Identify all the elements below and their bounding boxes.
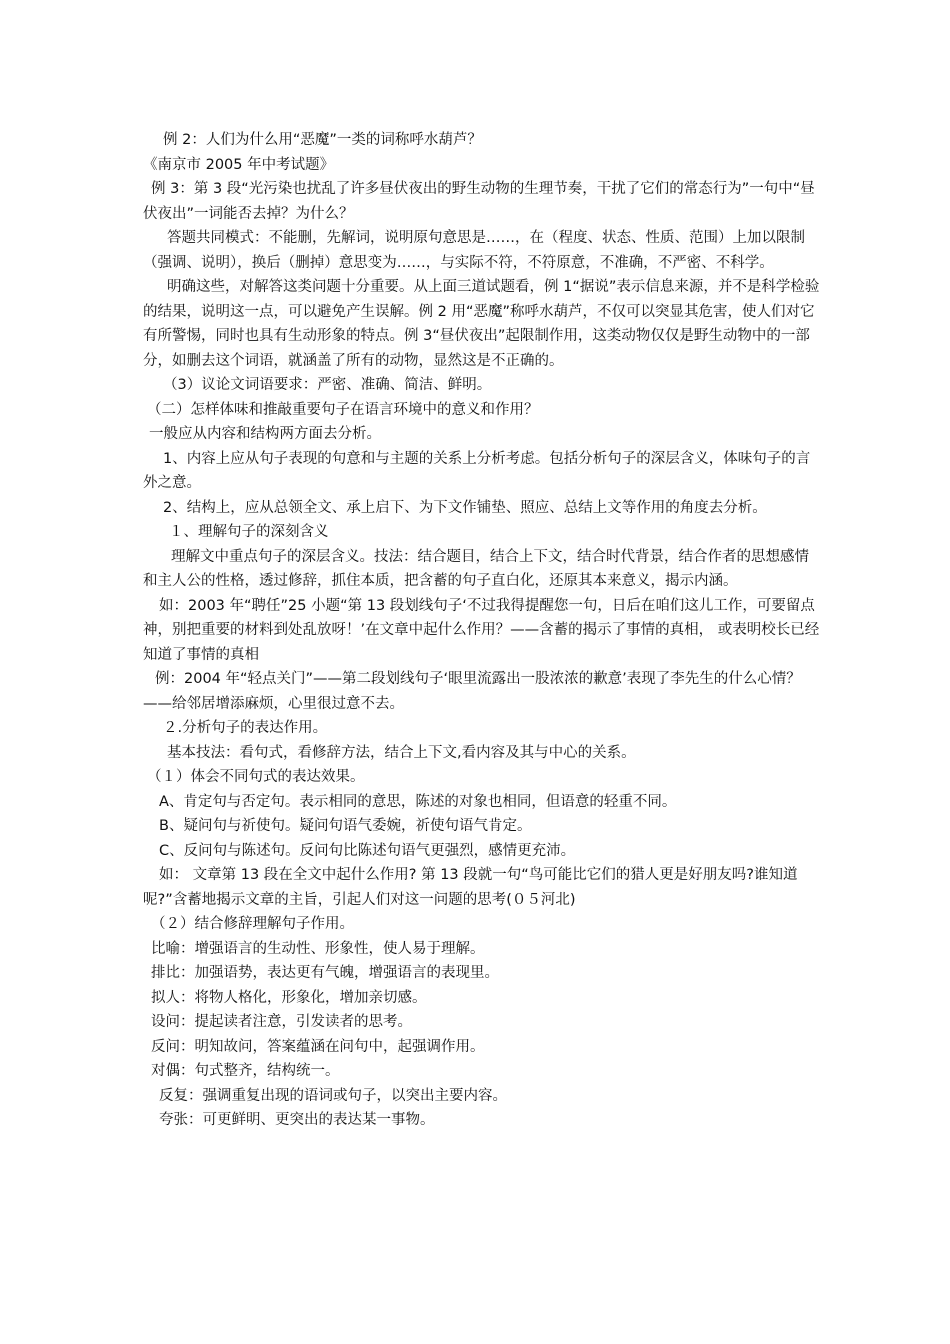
paragraph-example-3: 例 3：第 3 段“光污染也扰乱了许多昼伏夜出的野生动物的生理节奏，干扰了它们的常态行为”一句中“昼伏夜出”一词能否去掉？为什么？ [143, 181, 815, 222]
paragraph-explanation: 明确这些，对解答这类问题十分重要。从上面三道试题看，例 1“据说”表示信息来源，并不是科学检验的结果，说明这一点，可以避免产生误解。例 2 用“恶魔”称呼水葫芦，不仅可以突显其危害，使人们对它有所警惕，同时也具有生动形象的特点。例 3“昼伏夜出”起限制作用，这类动物仅仅是野生动物中的一部分，如删去这个词语，就涵盖了所有的动物，显然这是不正确的。 [143, 279, 820, 369]
heading-rhetoric: （２）结合修辞理解句子作用。 [151, 916, 354, 932]
heading-deep-meaning: １、理解句子的深刻含义 [169, 524, 329, 540]
paragraph-source-nanjing: 《南京市 2005 年中考试题》 [143, 156, 335, 173]
paragraph-example-2: 例 2：人们为什么用“恶魔”一类的词称呼水葫芦？ [163, 132, 482, 148]
paragraph-general-approach: 一般应从内容和结构两方面去分析。 [149, 426, 381, 442]
paragraph-example-hebei: 如： 文章第 13 段在全文中起什么作用? 第 13 段就一句“鸟可能比它们的猎人更是好朋友吗?谁知道呢?”含蓄地揭示文章的主旨，引起人们对这一问题的思考(０５河北) [143, 867, 798, 908]
paragraph-question-imperative: B、疑问句与祈使句。疑问句语气委婉，祈使句语气肯定。 [159, 818, 532, 834]
heading-section-two: （二）怎样体味和推敲重要句子在语言环境中的意义和作用？ [147, 401, 539, 418]
paragraph-basic-technique: 基本技法：看句式，看修辞方法，结合上下文,看内容及其与中心的关系。 [167, 744, 636, 761]
paragraph-answer-pattern: 答题共同模式：不能删，先解词，说明原句意思是……，在（程度、状态、性质、范围）上加以限制（强调、说明），换后（删掉）意思变为……，与实际不符，不符原意，不准确，不严密、不科学。 [143, 230, 805, 271]
heading-expression-effect: ２.分析句子的表达作用。 [163, 720, 328, 736]
list-item-hyperbole: 夸张：可更鲜明、更突出的表达某一事物。 [159, 1112, 435, 1128]
paragraph-content-analysis: 1、内容上应从句子表现的句意和与主题的关系上分析考虑。包括分析句子的深层含义，体味句子的言外之意。 [143, 450, 811, 491]
list-item-hypophora: 设问：提起读者注意，引发读者的思考。 [151, 1014, 412, 1030]
paragraph-argument-wording: （3）议论文词语要求：严密、准确、简洁、鲜明。 [163, 377, 492, 393]
paragraph-deep-meaning-technique: 理解文中重点句子的深层含义。技法：结合题目，结合上下文，结合时代背景，结合作者的思想感情和主人公的性格，透过修辞，抓住本质，把含蓄的句子直白化，还原其本来意义，揭示内涵。 [143, 548, 809, 589]
list-item-personification: 拟人：将物人格化，形象化，增加亲切感。 [151, 989, 427, 1006]
paragraph-affirmative-negative: A、肯定句与否定句。表示相同的意思，陈述的对象也相同，但语意的轻重不同。 [159, 793, 677, 810]
list-item-antithesis: 对偶：句式整齐，结构统一。 [151, 1063, 340, 1079]
paragraph-example-2003: 如：2003 年“聘任”25 小题“第 13 段划线句子‘不过我得提醒您一句，日后在咱们这儿工作，可要留点神，别把重要的材料到处乱放呀！’在文章中起什么作用？——含蓄的揭示了事情的真相， 或表明校长已经知道了事情的真相 [143, 597, 820, 663]
heading-sentence-patterns: （１）体会不同句式的表达效果。 [147, 769, 365, 785]
paragraph-example-2004: 例：2004 年“轻点关门”——第二段划线句子‘眼里流露出一股浓浓的歉意’表现了李先生的什么心情？——给邻居增添麻烦，心里很过意不去。 [143, 671, 801, 712]
list-item-repetition: 反复：强调重复出现的语词或句子，以突出主要内容。 [159, 1087, 507, 1104]
document-body [143, 128, 823, 1133]
list-item-rhetorical-question: 反问：明知故问，答案蕴涵在问句中，起强调作用。 [151, 1038, 485, 1055]
list-item-metaphor: 比喻：增强语言的生动性、形象性，使人易于理解。 [151, 940, 485, 957]
paragraph-structure-analysis: 2、结构上，应从总领全文、承上启下、为下文作铺垫、照应、总结上文等作用的角度去分析。 [163, 499, 767, 516]
list-item-parallelism: 排比：加强语势，表达更有气魄，增强语言的表现里。 [151, 965, 499, 981]
paragraph-rhetorical-declarative: C、反问句与陈述句。反问句比陈述句语气更强烈，感情更充沛。 [159, 842, 576, 859]
